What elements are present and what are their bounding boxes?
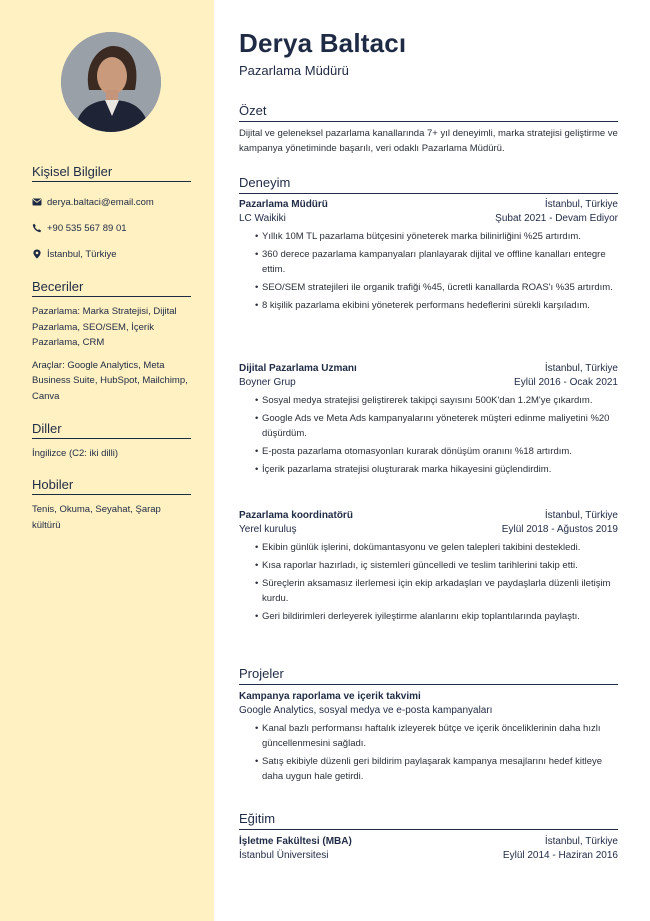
bullet-item: • Sosyal medya stratejisi geliştirerek takipçi sayısını 500K'dan 1.2M'ye çıkardım. [255,393,618,408]
projects-section [239,666,618,685]
bullet-item: • Yıllık 10M TL pazarlama bütçesini yöneterek marka bilinirliğini %25 artırdım. [255,229,618,244]
person-title: Pazarlama Müdürü [239,63,349,78]
bullet-item: • 8 kişilik pazarlama ekibini yöneterek performans hedeflerini sürekli karşıladım. [255,298,618,313]
hobbies-heading: Hobiler [32,477,191,495]
project-tools: Google Analytics, sosyal medya ve e-posta kampanyaları [239,705,493,716]
job-entry [239,198,618,316]
job-company: LC Waikiki [239,213,286,224]
job-header [239,362,618,376]
phone-row [32,215,191,241]
phone-icon [32,223,42,233]
personal-info-heading: Kişisel Bilgiler [32,164,191,182]
education-section [239,811,618,830]
project-title: Kampanya raporlama ve içerik takvimi [239,691,421,702]
hobbies-text: Tenis, Okuma, Seyahat, Şarap kültürü [32,504,161,531]
job-dates: Eylül 2016 - Ocak 2021 [514,377,618,388]
job-bullets [239,229,618,313]
projects-heading: Projeler [239,666,618,685]
location-row [32,241,191,267]
education-location: İstanbul, Türkiye [544,836,618,847]
project-header [239,690,618,704]
summary-heading: Özet [239,103,618,122]
bullet-item: • Kısa raporlar hazırladı, iç sistemleri güncelledi ve teslim tarihlerini takip etti. [255,558,618,573]
email-text: derya.baltaci@email.com [47,196,154,208]
education-heading: Eğitim [239,811,618,830]
phone-text: +90 535 567 89 01 [47,222,127,234]
bullet-item: • Google Ads ve Meta Ads kampanyalarını yöneterek müşteri edinme maliyetini %20 düşürdüm. [255,411,618,441]
job-dates: Eylül 2018 - Ağustos 2019 [501,524,618,535]
skills-section [32,279,191,404]
main-content [214,0,650,921]
education-subheader [239,849,618,863]
skills-heading: Beceriler [32,279,191,297]
experience-heading: Deneyim [239,175,618,194]
bullet-item: • SEO/SEM stratejileri ile organik trafiği %45, ücretli kanallarda ROAS'ı %35 artırdım. [255,280,618,295]
sidebar [0,0,214,921]
education-entry [239,835,618,863]
project-subheader [239,704,618,718]
job-location: İstanbul, Türkiye [544,510,618,521]
job-company: Yerel kuruluş [239,524,297,535]
bullet-item: • Ekibin günlük işlerini, dokümantasyonu ve gelen talepleri takibini destekledi. [255,540,618,555]
experience-section [239,175,618,194]
job-entry [239,362,618,480]
job-location: İstanbul, Türkiye [544,363,618,374]
skills-marketing: Pazarlama: Marka Stratejisi, Dijital Pazarlama, SEO/SEM, İçerik Pazarlama, CRM [32,306,177,348]
languages-text: İngilizce (C2: iki dilli) [32,448,119,459]
summary-text: Dijital ve geleneksel pazarlama kanallarında 7+ yıl deneyimli, marka stratejisi geliştirme ve kampanya yönetiminde başarılı, veri odaklı Pazarlama Müdürü. [239,128,618,154]
job-title: Pazarlama koordinatörü [239,510,353,521]
project-entry [239,690,618,787]
job-bullets [239,393,618,477]
email-row [32,189,191,215]
location-text: İstanbul, Türkiye [47,248,117,260]
summary-section [239,103,618,156]
job-entry [239,509,618,627]
job-header [239,509,618,523]
job-company: Boyner Grup [239,377,296,388]
education-dates: Eylül 2014 - Haziran 2016 [502,850,618,861]
languages-section [32,421,191,462]
bullet-item: • 360 derece pazarlama kampanyaları planlayarak dijital ve offline kanalları entegre ettim. [255,247,618,277]
job-subheader [239,212,618,226]
job-title: Pazarlama Müdürü [239,199,328,210]
skills-tools: Araçlar: Google Analytics, Meta Business Suite, HubSpot, Mailchimp, Canva [32,359,188,402]
education-header [239,835,618,849]
profile-photo [61,32,161,132]
person-name: Derya Baltacı [239,28,407,58]
job-title: Dijital Pazarlama Uzmanı [239,363,357,374]
bullet-item: • Kanal bazlı performansı haftalık izleyerek bütçe ve içerik önceliklerinin daha hızlı güncellenmesini sağladı. [255,721,618,751]
bullet-item: • E-posta pazarlama otomasyonları kurarak dönüşüm oranını %18 artırdım. [255,444,618,459]
bullet-item: • Süreçlerin aksamasız ilerlemesi için ekip arkadaşları ve paydaşlarla düzenli iletişim kurdu. [255,576,618,606]
map-pin-icon [32,249,42,259]
bullet-item: • İçerik pazarlama stratejisi oluşturarak marka hikayesini güçlendirdim. [255,462,618,477]
job-header [239,198,618,212]
envelope-icon [32,197,42,207]
education-degree: İşletme Fakültesi (MBA) [239,836,352,847]
job-subheader [239,523,618,537]
project-bullets [239,721,618,784]
hobbies-section [32,477,191,533]
job-dates: Şubat 2021 - Devam Ediyor [495,213,618,224]
job-subheader [239,376,618,390]
job-bullets [239,540,618,624]
languages-heading: Diller [32,421,191,439]
bullet-item: • Satış ekibiyle düzenli geri bildirim paylaşarak kampanya mesajlarını hedef kitleye daha uygun hale getirdi. [255,754,618,784]
job-location: İstanbul, Türkiye [544,199,618,210]
education-school: İstanbul Üniversitesi [239,850,329,861]
personal-info-section [32,164,191,267]
bullet-item: • Geri bildirimleri derleyerek iyileştirme alanlarını ekip toplantılarında paylaştı. [255,609,618,624]
